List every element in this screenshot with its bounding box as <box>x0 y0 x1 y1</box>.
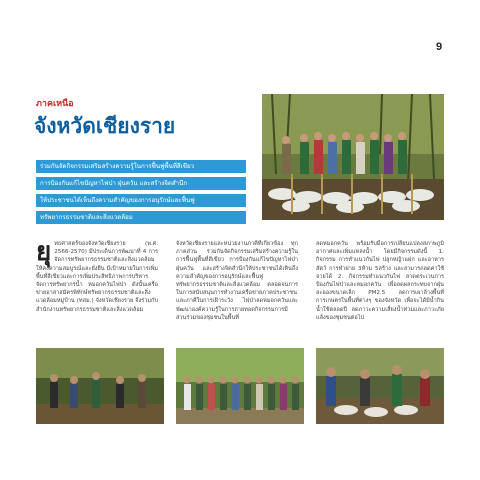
body-text: จังหวัดเชียงรายและหน่วยงานภาคีที่เกี่ยวข้อง ทุกภาคส่วน ร่วมกันจัดกิจกรรมเสริมสร้างความรู้ในการฟื้นฟูพื้นที่สีเขียว การป้องกันแก้ไขปัญหาไฟป่า ฝุ่นควัน และสร้างจิตสำนึกให้ประชาชนได้เห็นถึงความสำคัญของการอนุรักษ์และฟื้นฟูทรัพยากรธรรมชาติและสิ่งแวดล้อม ตลอดจนการในการสนับสนุนการทำงานเครือข่ายภาคประชาชนและภาคีในการเฝ้าระวัง ไฟป่าลดหมอกควันและพัฒนาองค์ความรู้ในการถ่ายทอดกิจกรรมการมีส่วนร่วมของชุมชนในพื้นที่ <box>176 241 298 321</box>
drop-cap: ยุ <box>36 240 52 267</box>
volunteers-group-photo <box>176 348 304 424</box>
body-column-1 <box>36 240 158 338</box>
highlight-banner: ทรัพยากรธรรมชาติและสิ่งแวดล้อม <box>36 211 246 224</box>
body-column-2 <box>176 240 298 338</box>
highlight-banner: ร่วมกันจัดกิจกรรมเสริมสร้างความรู้ในการฟื้นฟูพื้นที่สีเขียว <box>36 160 246 173</box>
page-title: จังหวัดเชียงราย <box>34 114 176 138</box>
highlight-banners <box>36 160 246 228</box>
body-column-3 <box>316 240 444 338</box>
forest-workers-photo <box>36 348 164 424</box>
highlight-banner: ให้ประชาชนได้เห็นถึงความสำคัญของการอนุรักษ์และฟื้นฟู <box>36 194 246 207</box>
page-number: 9 <box>436 41 443 53</box>
check-dam-group-photo <box>262 94 444 220</box>
body-text: ลดหมอกควัน พร้อมรับมือการเปลี่ยนแปลงสภาพภูมิอากาศและเพิ่มแหล่งน้ำ โดยมีกิจกรรมดังนี้ 1. กิจกรรม การทำแนวกันไฟ ปลูกหญ้าแฝก และอาหารสัตว์ การทำฝาย 3ห้าม 5สร้าง และสามารถลดค่าใช้จ่ายได้ 2. กิจกรรมทำแนวกันไฟ ลาดตระเวนการป้องกันไฟป่าและหมอกควัน เพื่อลดผลกระทบจากฝุ่นละอองขนาดเล็ก PM2.5 ลดการเผาล้างพื้นที่การเกษตรในพื้นที่ต่างๆ ของจังหวัด เพื่อจะได้มีน้ำกินน้ำใช้ตลอดปี ลดภาวะความเสี่ยงน้ำท่วมและภาวะภัยแล้งของชุมชนต่อไป <box>316 241 444 321</box>
region-label: ภาคเหนือ <box>36 99 74 109</box>
sandbag-work-photo <box>316 348 444 424</box>
highlight-banner: การป้องกันแก้ไขปัญหาไฟป่า ฝุ่นควัน และสร้างจิตสำนึก <box>36 177 246 190</box>
body-text: ทธศาสตร์ของจังหวัดเชียงราย (พ.ศ. 2566-2570) มีประเด็นการพัฒนาที่ 4 การจัดการทรัพยากรธรรมชาติและสิ่งแวดล้อมให้คงความสมบูรณ์และยั่งยืน มีเป้าหมายในการเพิ่มพื้นที่สีเขียวและการเพิ่มประสิทธิภาพการบริหารจัดการทรัพยากรน้ำ หมอกควันไฟป่า ดังนั้นเครือข่ายอาสาสมัครพิทักษ์ทรัพยากรธรรมชาติและสิ่งแวดล้อมหมู่บ้าน (ทสม.) จังหวัดเชียงราย จึงร่วมกับสำนักงานทรัพยากรธรรมชาติและสิ่งแวดล้อม <box>36 241 158 313</box>
